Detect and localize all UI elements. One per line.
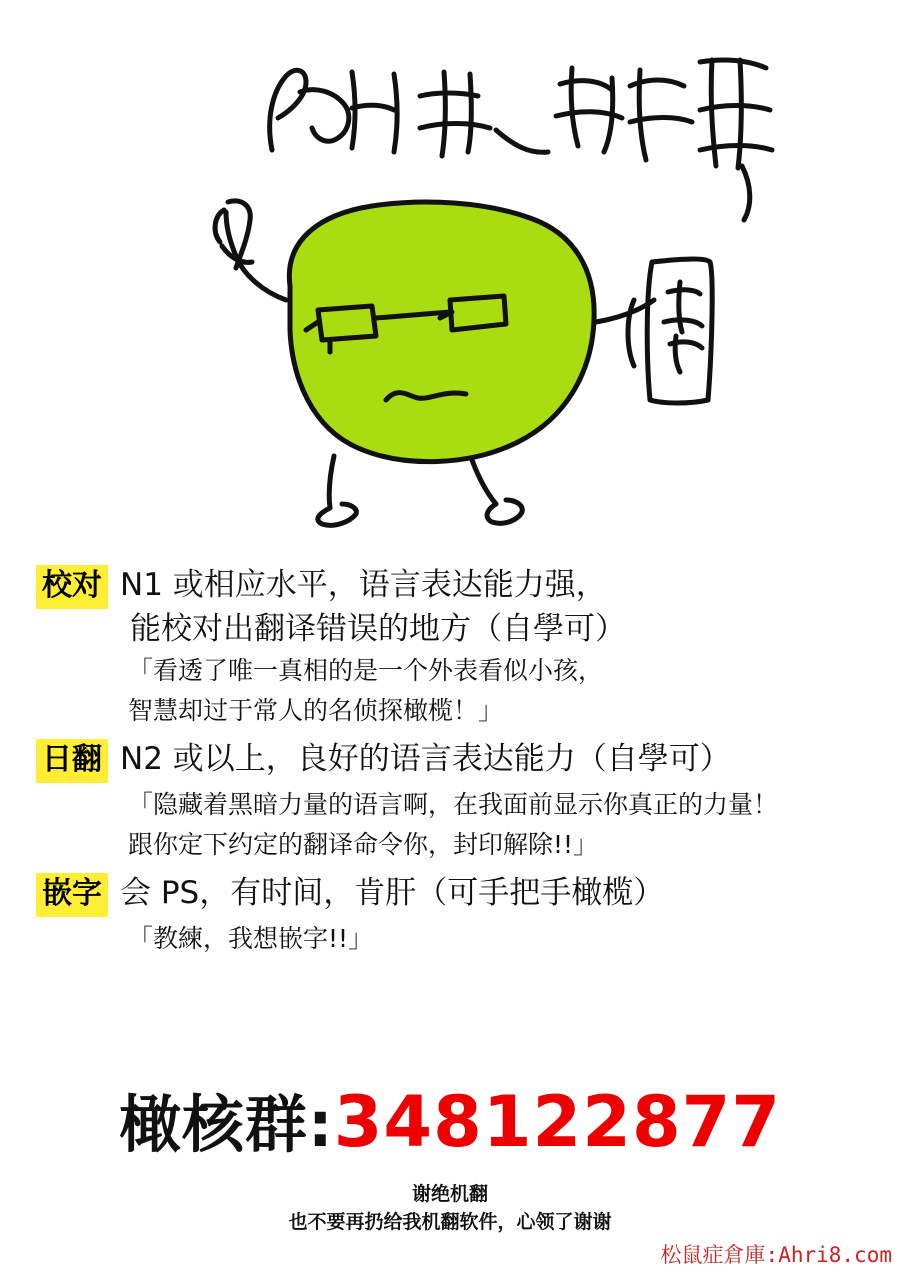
recruitment-row-typesetter <box>0 873 900 957</box>
role-requirement-line1: 会 PS，有时间，肯肝（可手把手橄榄） <box>120 875 665 911</box>
role-quote-line2: 跟你定下约定的翻译命令你，封印解除!!」 <box>128 830 599 859</box>
footnote-line-1: 谢绝机翻 <box>411 1183 488 1205</box>
role-requirement-line2: 能校对出翻译错误的地方（自學可） <box>130 611 626 647</box>
role-tag-proofreader: 校对 <box>36 565 108 609</box>
recruitment-row-proofreader <box>0 565 900 729</box>
row-header <box>0 739 900 783</box>
role-quote-line1: 「教練，我想嵌字!!」 <box>128 924 374 953</box>
group-label: 橄核群: <box>118 1088 334 1161</box>
role-quote-line2: 智慧却过于常人的名侦探橄榄！」 <box>128 696 504 725</box>
group-number-line <box>0 1075 900 1164</box>
footnote-line-2: 也不要再扔给我机翻软件，心领了谢谢 <box>288 1211 612 1233</box>
role-quote-line1: 「看透了唯一真相的是一个外表看似小孩， <box>128 656 604 685</box>
footnotes <box>0 1180 900 1236</box>
row-header <box>0 565 900 609</box>
watermark-site-name: 松鼠症倉庫: <box>660 1243 779 1267</box>
watermark-url: Ahri8.com <box>778 1243 892 1267</box>
character-body <box>289 202 594 462</box>
recruitment-list <box>0 565 900 967</box>
role-quote-line1: 「隐藏着黑暗力量的语言啊，在我面前显示你真正的力量！ <box>128 790 779 819</box>
role-tag-translator: 日翻 <box>36 739 108 783</box>
watermark <box>661 1239 892 1269</box>
role-requirement-line1: N2 或以上，良好的语言表达能力（自學可） <box>120 741 731 777</box>
title-scribble-strokes <box>270 60 772 220</box>
group-number: 348122877 <box>333 1081 782 1163</box>
role-tag-typesetter: 嵌字 <box>36 873 108 917</box>
hand-drawn-illustration <box>0 0 900 560</box>
recruitment-row-translator <box>0 739 900 863</box>
role-requirement-line1: N1 或相应水平，语言表达能力强， <box>120 567 607 603</box>
row-header <box>0 873 900 917</box>
